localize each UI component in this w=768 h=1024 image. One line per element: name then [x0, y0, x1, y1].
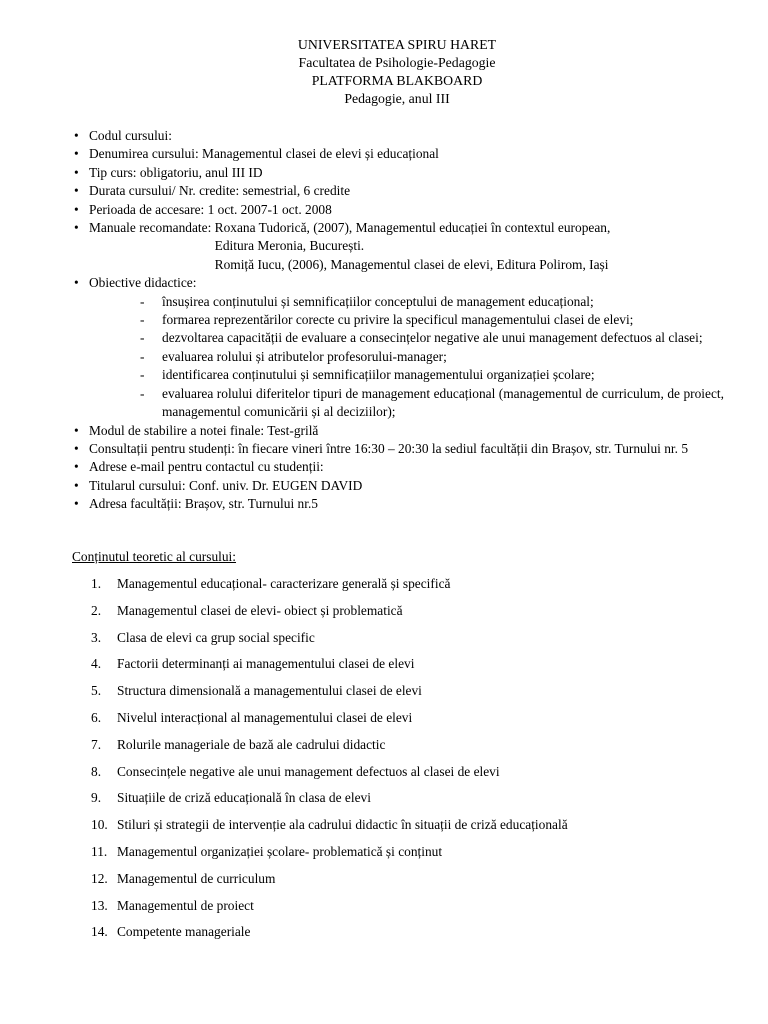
chapter-number: 5. [91, 683, 102, 699]
info-item-access: • Perioada de accesare: 1 oct. 2007-1 oct. 2008 [72, 201, 724, 219]
bullet-icon: • [74, 477, 79, 493]
info-item-duration: • Durata cursului/ Nr. credite: semestrial, 6 credite [72, 182, 724, 200]
chapter-text: Factorii determinanți ai managementului clasei de elevi [117, 656, 415, 672]
chapter-text: Consecințele negative ale unui management defectuos al clasei de elevi [117, 763, 500, 779]
bullet-icon: • [74, 183, 79, 199]
chapter-number: 8. [91, 763, 102, 779]
chapter-item [91, 789, 731, 816]
chapter-item [91, 843, 731, 870]
dash-icon: - [140, 367, 145, 383]
chapter-number: 12. [91, 870, 108, 886]
chapter-text: Managementul educațional- caracterizare generală și specifică [117, 576, 451, 591]
info-item-address: • Adresa facultății: Brașov, str. Turnului nr.5 [72, 495, 724, 513]
chapter-item [91, 629, 731, 656]
objective-item: - dezvoltarea capacității de evaluare a consecințelor negative ale unui management defectuos al clasei; [140, 329, 724, 347]
objective-item: - evaluarea rolului diferitelor tipuri de management educațional (managementul de curriculum, de proiect, managementul comunicării și al deciziilor); [140, 385, 724, 420]
chapter-number: 3. [91, 629, 102, 645]
faculty-name: Facultatea de Psihologie-Pedagogie [298, 55, 496, 70]
chapter-text: Rolurile manageriale de bază ale cadrului didactic [117, 736, 386, 752]
platform-name: PLATFORMA BLAKBOARD [311, 73, 483, 88]
dash-icon: - [140, 330, 145, 346]
info-item-grading: • Modul de stabilire a notei finale: Test-grilă [72, 422, 724, 440]
chapter-number: 2. [91, 602, 102, 618]
chapter-number: 4. [91, 656, 102, 672]
chapter-item [91, 763, 731, 790]
objective-item: - evaluarea rolului și atributelor profesorului-manager; [140, 348, 724, 366]
chapter-text: Managementul clasei de elevi- obiect și problematică [117, 602, 403, 618]
chapter-item [91, 575, 731, 602]
chapter-number: 6. [91, 709, 102, 725]
dash-icon: - [140, 293, 145, 309]
chapter-number: 13. [91, 897, 108, 913]
bullet-icon: • [74, 422, 79, 438]
info-item-manuals [72, 219, 724, 274]
chapter-item [91, 923, 731, 950]
chapter-number: 14. [91, 924, 108, 940]
bullet-icon: • [74, 440, 79, 456]
bullet-icon: • [74, 201, 79, 217]
info-item-code: • Codul cursului: [72, 127, 724, 145]
chapter-number: 10. [91, 817, 108, 833]
dash-icon: - [140, 312, 145, 328]
objective-item: - identificarea conținutului și semnificațiilor managementului organizației școlare; [140, 366, 724, 384]
chapter-text: Stiluri și strategii de intervenție ala cadrului didactic în situații de criză educațională [117, 817, 568, 833]
bullet-icon: • [74, 128, 79, 143]
info-item-name: • Denumirea cursului: Managementul clasei de elevi și educațional [72, 145, 724, 163]
chapter-item [91, 736, 731, 763]
chapter-item [91, 897, 731, 924]
manuals-label: Manuale recomandate: [89, 220, 215, 236]
manuals-list [215, 219, 724, 274]
chapter-text: Nivelul interacțional al managementului clasei de elevi [117, 709, 413, 725]
bullet-icon: • [74, 220, 79, 236]
university-name: UNIVERSITATEA SPIRU HARET [297, 37, 497, 52]
objective-item: - formarea reprezentărilor corecte cu privire la specificul managementului clasei de elevi; [140, 311, 724, 329]
chapter-text: Managementul de proiect [117, 897, 254, 913]
objectives-list [140, 293, 724, 422]
info-item-type: • Tip curs: obligatoriu, anul III ID [72, 164, 724, 182]
chapter-number: 7. [91, 736, 102, 752]
chapter-text: Clasa de elevi ca grup social specific [117, 629, 315, 645]
manual-1-line2: Editura Meronia, București. [214, 238, 365, 254]
chapter-number: 9. [91, 790, 102, 806]
chapter-number: 1. [91, 576, 102, 591]
bullet-icon: • [74, 496, 79, 512]
info-item-objectives: • Obiective didactice: [72, 274, 724, 292]
chapter-item [91, 816, 731, 843]
document-header [0, 36, 768, 108]
info-item-email: • Adrese e-mail pentru contactul cu studenții: [72, 458, 724, 476]
chapter-text: Structura dimensională a managementului clasei de elevi [117, 683, 422, 699]
chapter-text: Competente manageriale [117, 924, 251, 940]
chapter-item [91, 870, 731, 897]
bullet-icon: • [74, 164, 79, 180]
chapter-item [91, 709, 731, 736]
info-item-consultations: • Consultații pentru studenți: în fiecare vineri între 16:30 – 20:30 la sediul facultății din Brașov, str. Turnului nr. 5 [72, 440, 724, 458]
content-title: Conținutul teoretic al cursului: [72, 549, 237, 564]
chapter-item [91, 655, 731, 682]
dash-icon: - [140, 348, 145, 364]
info-item-holder: • Titularul cursului: Conf. univ. Dr. EUGEN DAVID [72, 477, 724, 495]
chapters-list [91, 575, 731, 950]
chapter-text: Situațiile de criză educațională în clasa de elevi [117, 790, 371, 806]
objective-item: - însușirea conținutului și semnificațiilor conceptului de management educațional; [140, 293, 724, 311]
program-name: Pedagogie, anul III [344, 91, 450, 106]
course-info-list [72, 127, 724, 514]
bullet-icon: • [74, 146, 79, 162]
dash-icon: - [140, 385, 145, 401]
chapter-number: 11. [91, 843, 108, 859]
bullet-icon: • [74, 275, 79, 291]
chapter-item [91, 602, 731, 629]
chapter-text: Managementul organizației școlare- problematică și conținut [117, 843, 443, 859]
bullet-icon: • [74, 459, 79, 475]
chapter-item [91, 682, 731, 709]
manual-2: Romiță Iucu, (2006), Managementul clasei de elevi, Editura Polirom, Iași [214, 256, 609, 272]
chapter-text: Managementul de curriculum [117, 870, 276, 886]
manual-1-line1: Roxana Tudorică, (2007), Managementul educației în contextul european, [214, 220, 611, 236]
